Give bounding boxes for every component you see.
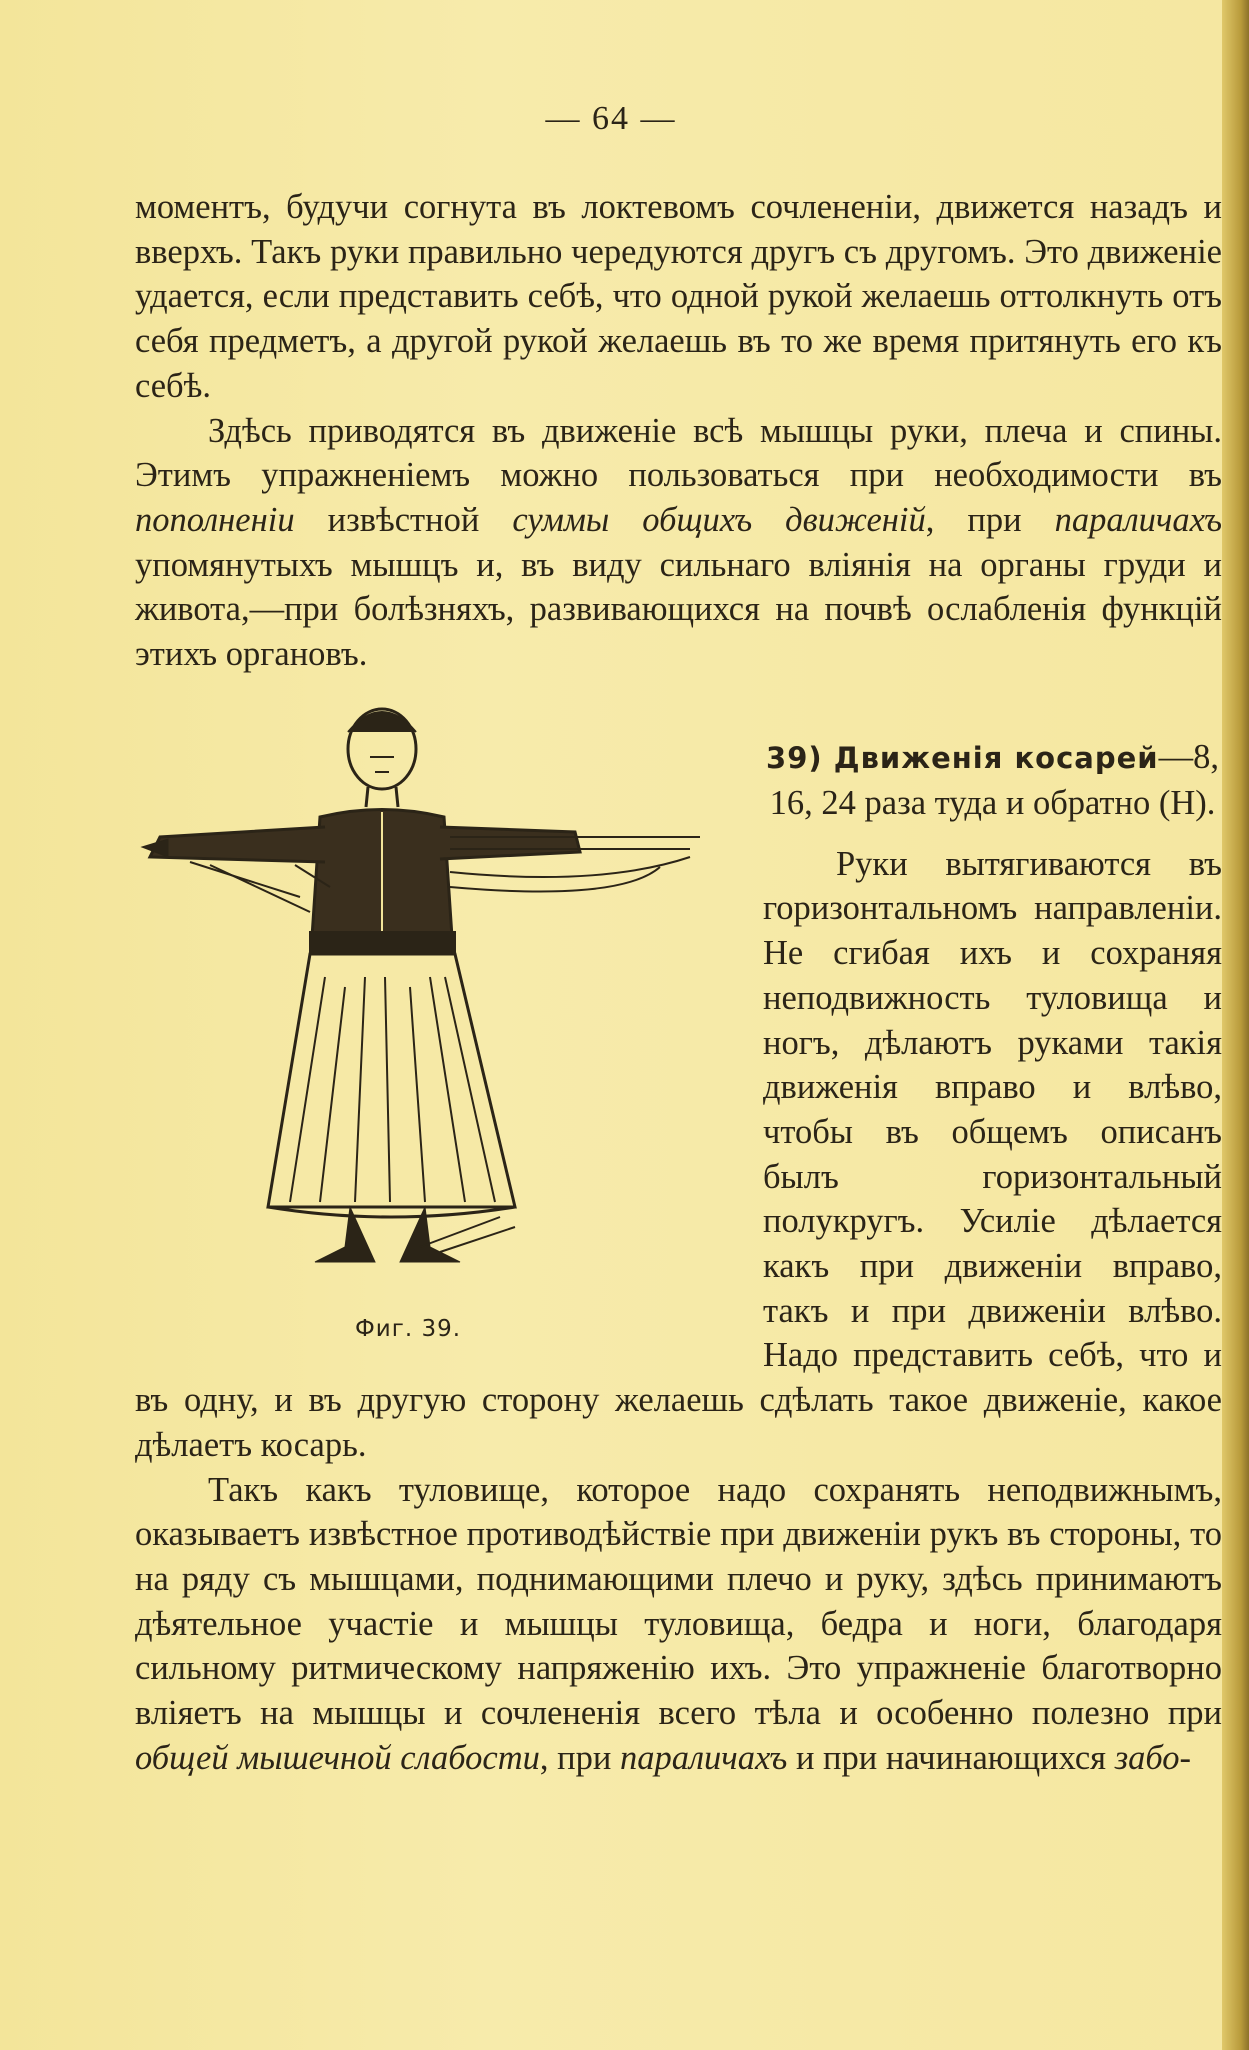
mower-figure-illustration — [120, 687, 720, 1307]
page-number: — 64 — — [545, 100, 677, 137]
italic-run: суммы общихъ движеній — [512, 500, 926, 539]
text-run: , при — [925, 500, 1055, 539]
text-run: и при начинающихся — [787, 1738, 1115, 1777]
body-text — [135, 185, 1222, 1781]
paragraph: Руки вытягиваются въ горизонтальномъ направленіи. Не сгибая ихъ и сохраняя неподвижность туловища и ногъ, дѣлаютъ руками такія движенія вправо и влѣво, чтобы въ общемъ описанъ былъ горизонтальный полукругъ. Усиліе дѣлается какъ при движеніи вправо, такъ и при движеніи влѣво. Надо представить себѣ, что и въ одну, и въ другую сторону желаешь сдѣлать такое движеніе, какое дѣлаетъ косарь. — [135, 844, 1222, 1464]
italic-run: пополненіи — [135, 500, 295, 539]
paragraph: моментъ, будучи согнута въ локтевомъ сочлененіи, движется назадъ и вверхъ. Такъ руки правильно чередуются другъ съ другомъ. Это движеніе удается, если представить себѣ, что одной рукой желаешь оттолкнуть отъ себя предметъ, а другой рукой желаешь въ то же время притянуть его къ себѣ. — [135, 188, 1222, 405]
italic-run: параличахъ — [619, 1738, 788, 1777]
italic-run: общей мышечной слабости — [135, 1738, 540, 1777]
heading-bold: 39) Движенія косарей — [766, 740, 1159, 775]
page-edge — [1222, 0, 1249, 2050]
figure-39 — [120, 677, 745, 1365]
text-run: извѣстной — [294, 500, 513, 539]
text-run: Здѣсь приводятся въ движеніе всѣ мышцы руки, плеча и спины. Этимъ упражненіемъ можно пользоваться при необходимости въ — [135, 411, 1222, 495]
italic-run: параличахъ — [1054, 500, 1222, 539]
text-run: упомянутыхъ мышцъ и, въ виду сильнаго вліянія на органы груди и живота,—при болѣзняхъ, развивающихся на почвѣ ослабленія функцій этихъ органовъ. — [135, 545, 1222, 674]
figure-caption: Фиг. 39. — [355, 1315, 462, 1342]
text-run: , при — [539, 1738, 620, 1777]
heading-rest: —8, 16, 24 раза туда и обратно (Н). — [769, 737, 1219, 822]
italic-run: забо- — [1114, 1738, 1192, 1777]
paragraph — [135, 409, 1222, 677]
paragraph — [135, 1468, 1222, 1781]
text-run: Такъ какъ туловище, которое надо сохранять неподвижнымъ, оказываетъ извѣстное противодѣйствіе при движеніи рукъ въ стороны, то на ряду съ мышцами, поднимающими плечо и руку, здѣсь принимаютъ дѣятельное участіе и мышцы туловища, бедра и ноги, благодаря сильному ритмическому напряженію ихъ. Это упражненіе благотворно вліяетъ на мышцы и сочлененія всего тѣла и особенно полезно при — [135, 1470, 1222, 1733]
